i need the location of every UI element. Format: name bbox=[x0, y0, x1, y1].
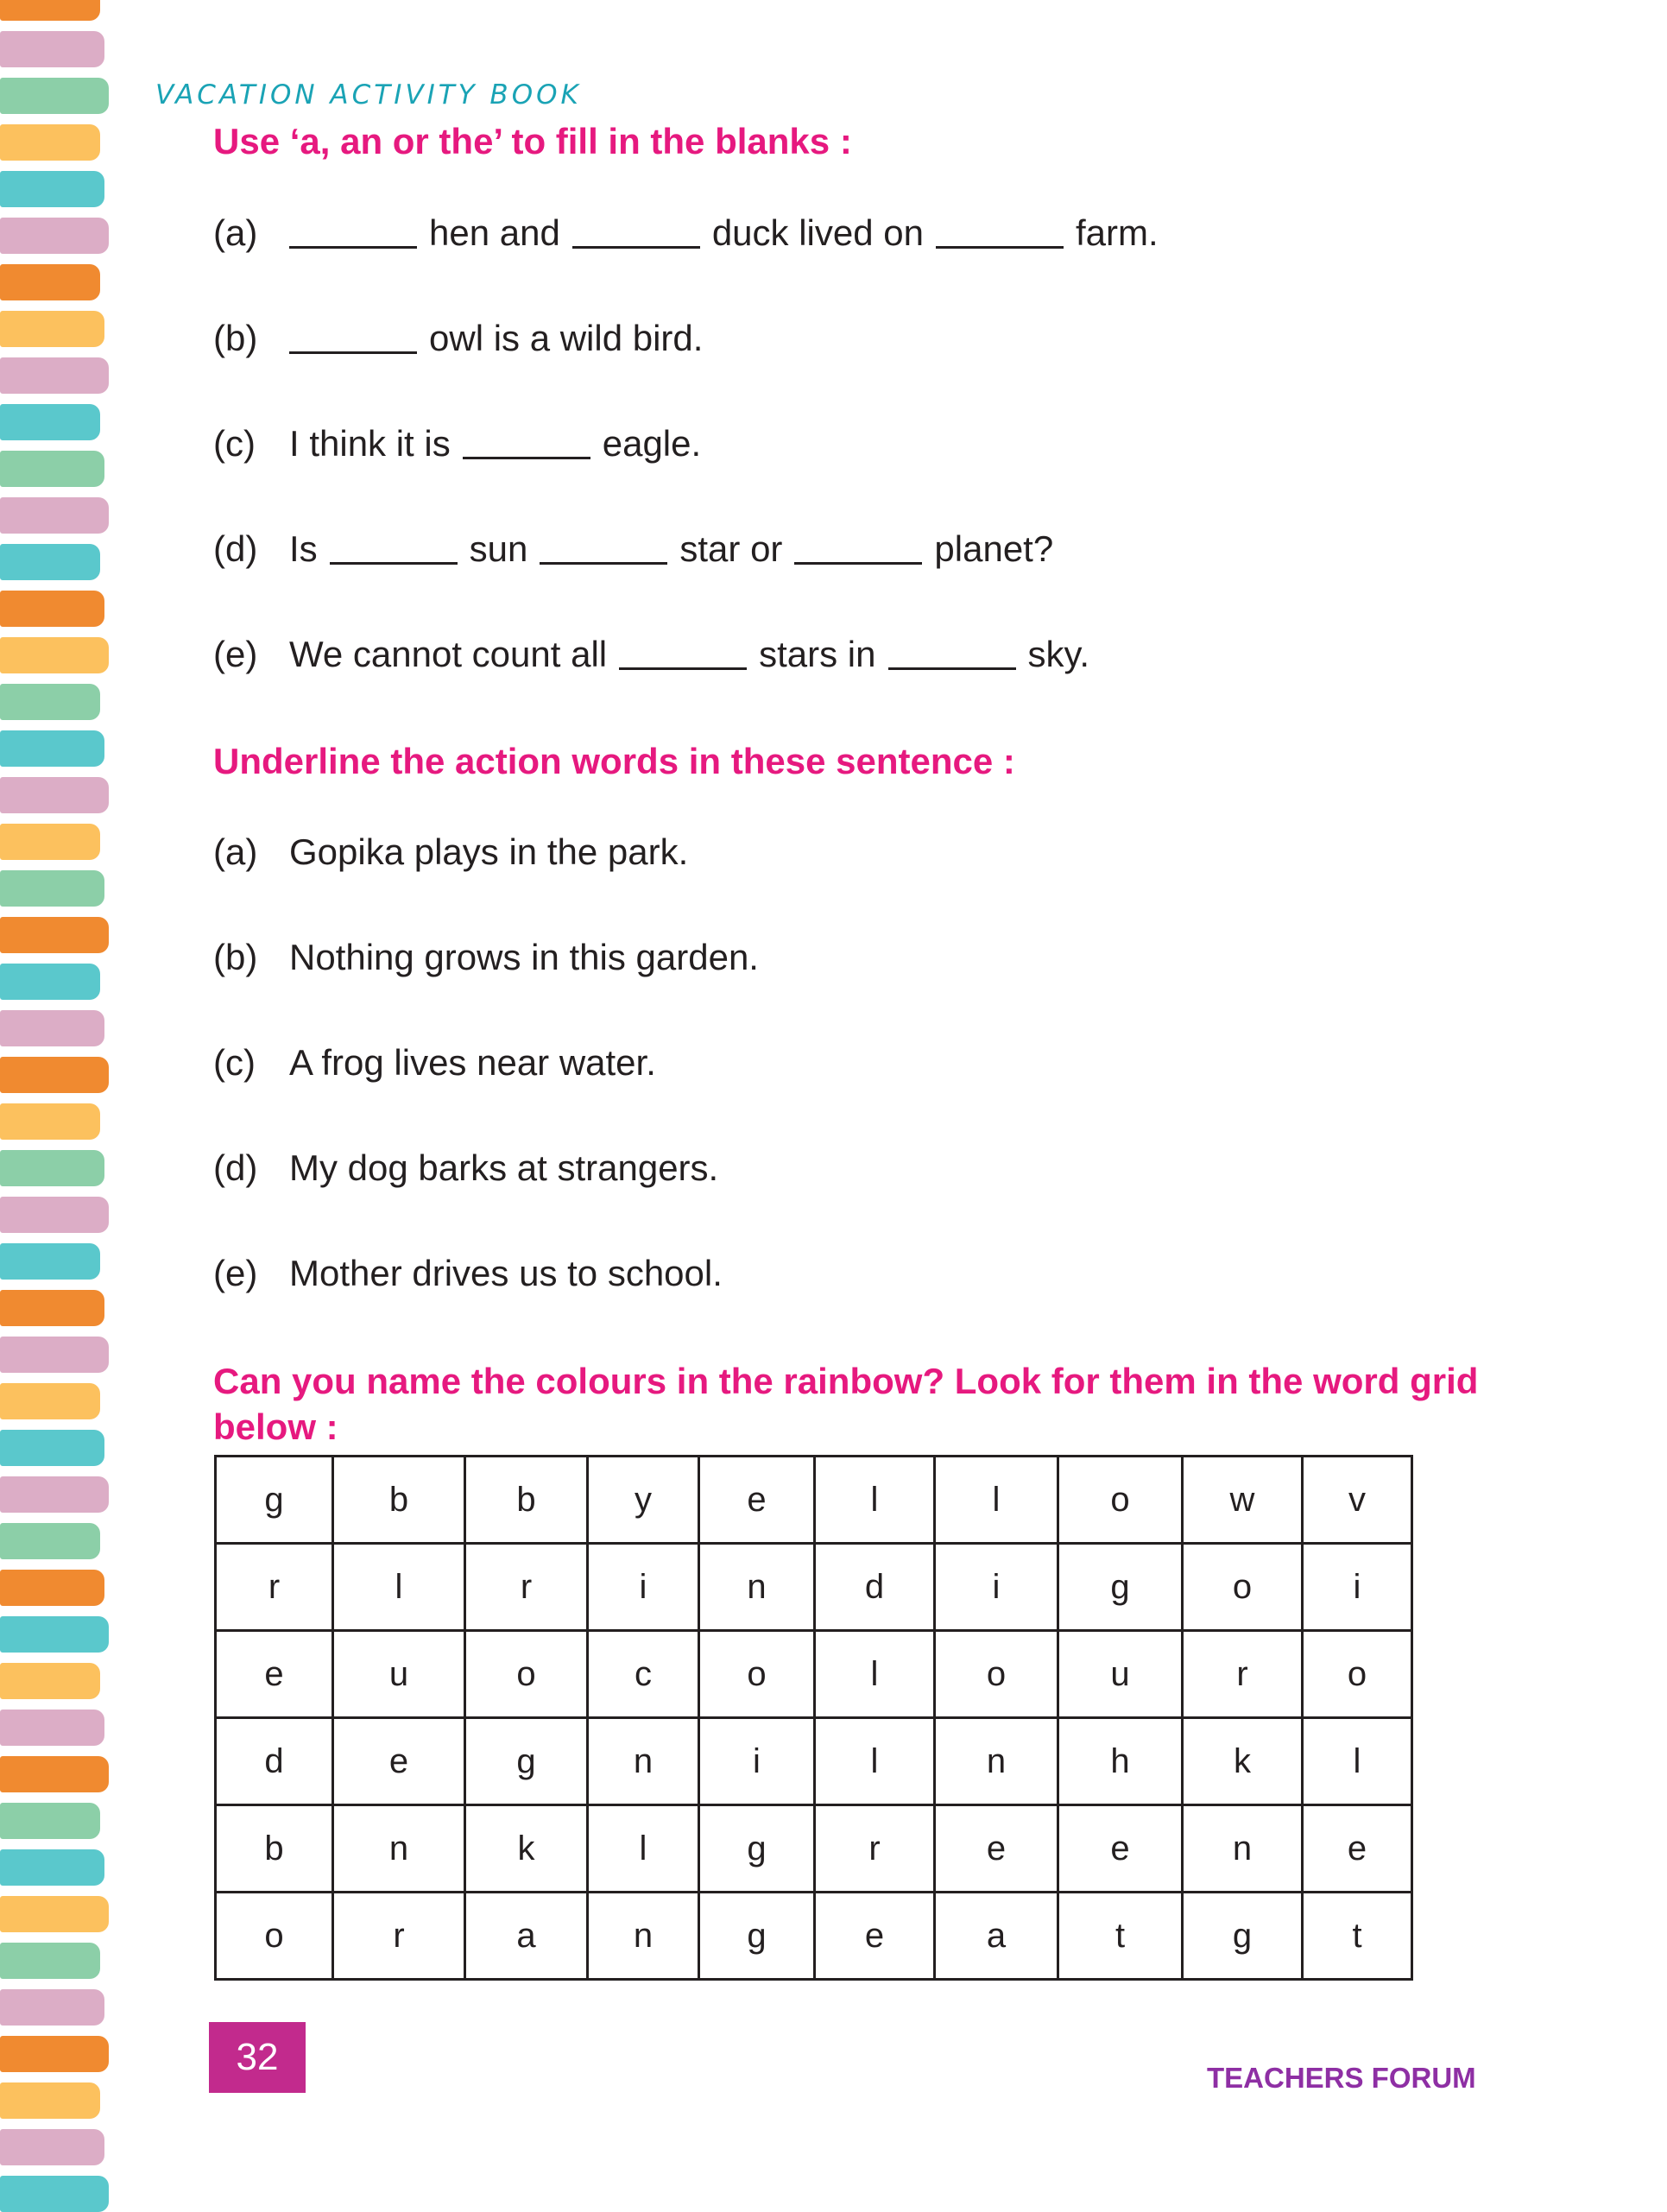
answer-blank[interactable] bbox=[540, 562, 667, 565]
question-label: (c) bbox=[213, 423, 256, 464]
question-text: eagle. bbox=[602, 423, 702, 464]
grid-row bbox=[216, 1718, 1412, 1805]
grid-letter[interactable]: k bbox=[1183, 1718, 1303, 1805]
grid-row bbox=[216, 1805, 1412, 1893]
grid-letter[interactable]: e bbox=[815, 1893, 935, 1980]
decorative-stripe bbox=[0, 1756, 109, 1792]
decorative-stripe bbox=[0, 78, 109, 114]
decorative-stripes bbox=[0, 0, 112, 2210]
sentence-label: (a) bbox=[213, 831, 258, 872]
answer-blank[interactable] bbox=[888, 667, 1016, 670]
grid-letter[interactable]: t bbox=[1058, 1893, 1183, 1980]
decorative-stripe bbox=[0, 31, 104, 67]
answer-blank[interactable] bbox=[936, 246, 1064, 249]
decorative-stripe bbox=[0, 1803, 100, 1839]
decorative-stripe bbox=[0, 1616, 109, 1653]
sentence-text[interactable]: Gopika plays in the park. bbox=[289, 831, 689, 872]
decorative-stripe bbox=[0, 1243, 100, 1280]
grid-letter[interactable]: r bbox=[1183, 1631, 1303, 1718]
grid-letter[interactable]: o bbox=[465, 1631, 588, 1718]
grid-letter[interactable]: u bbox=[333, 1631, 465, 1718]
grid-letter[interactable]: e bbox=[935, 1805, 1058, 1893]
decorative-stripe bbox=[0, 870, 104, 907]
rainbow-heading-line2: below : bbox=[213, 1406, 338, 1447]
decorative-stripe bbox=[0, 777, 109, 813]
decorative-stripe bbox=[0, 2176, 109, 2212]
grid-letter[interactable]: g bbox=[216, 1457, 333, 1544]
answer-blank[interactable] bbox=[463, 457, 590, 459]
sentence-label: (b) bbox=[213, 937, 258, 977]
question-text: I think it is bbox=[289, 423, 451, 464]
decorative-stripe bbox=[0, 1849, 104, 1886]
answer-blank[interactable] bbox=[289, 246, 417, 249]
question-text: sun bbox=[469, 528, 528, 569]
grid-row bbox=[216, 1457, 1412, 1544]
answer-blank[interactable] bbox=[330, 562, 458, 565]
question-text: Is bbox=[289, 528, 318, 569]
grid-letter[interactable]: l bbox=[815, 1631, 935, 1718]
question-text: star or bbox=[679, 528, 783, 569]
decorative-stripe bbox=[0, 451, 104, 487]
question-text: sky. bbox=[1027, 634, 1090, 674]
decorative-stripe bbox=[0, 1430, 104, 1466]
grid-letter[interactable]: l bbox=[815, 1457, 935, 1544]
sentence-text[interactable]: Mother drives us to school. bbox=[289, 1253, 723, 1293]
grid-letter[interactable]: v bbox=[1303, 1457, 1412, 1544]
grid-letter[interactable]: c bbox=[588, 1631, 699, 1718]
grid-letter[interactable]: e bbox=[1058, 1805, 1183, 1893]
decorative-stripe bbox=[0, 824, 100, 860]
question-label: (b) bbox=[213, 318, 258, 358]
action-sentence bbox=[213, 1147, 718, 1190]
grid-letter[interactable]: r bbox=[216, 1544, 333, 1631]
grid-letter[interactable]: o bbox=[1058, 1457, 1183, 1544]
articles-question bbox=[213, 422, 701, 465]
decorative-stripe bbox=[0, 2036, 109, 2072]
sentence-text[interactable]: A frog lives near water. bbox=[289, 1042, 656, 1083]
decorative-stripe bbox=[0, 1663, 100, 1699]
grid-letter[interactable]: r bbox=[815, 1805, 935, 1893]
question-text: hen and bbox=[429, 212, 560, 253]
grid-letter[interactable]: o bbox=[1303, 1631, 1412, 1718]
grid-letter[interactable]: k bbox=[465, 1805, 588, 1893]
grid-letter[interactable]: e bbox=[1303, 1805, 1412, 1893]
grid-letter[interactable]: o bbox=[699, 1631, 815, 1718]
question-label: (d) bbox=[213, 528, 258, 569]
decorative-stripe bbox=[0, 637, 109, 673]
question-label: (e) bbox=[213, 634, 258, 674]
decorative-stripe bbox=[0, 357, 109, 394]
decorative-stripe bbox=[0, 404, 100, 440]
grid-letter[interactable]: g bbox=[699, 1893, 815, 1980]
grid-letter[interactable]: l bbox=[815, 1718, 935, 1805]
page-number: 32 bbox=[209, 2022, 306, 2093]
grid-letter[interactable]: l bbox=[588, 1805, 699, 1893]
question-text: owl is a wild bird. bbox=[429, 318, 704, 358]
grid-letter[interactable]: n bbox=[699, 1544, 815, 1631]
grid-letter[interactable]: g bbox=[699, 1805, 815, 1893]
sentence-label: (d) bbox=[213, 1147, 258, 1188]
grid-row bbox=[216, 1631, 1412, 1718]
question-text: duck lived on bbox=[711, 212, 924, 253]
grid-letter[interactable]: u bbox=[1058, 1631, 1183, 1718]
decorative-stripe bbox=[0, 2129, 104, 2165]
decorative-stripe bbox=[0, 1570, 104, 1606]
decorative-stripe bbox=[0, 0, 100, 21]
decorative-stripe bbox=[0, 1943, 100, 1979]
action-sentence bbox=[213, 1252, 723, 1295]
question-label: (a) bbox=[213, 212, 258, 253]
decorative-stripe bbox=[0, 1010, 104, 1046]
grid-letter[interactable]: a bbox=[935, 1893, 1058, 1980]
grid-letter[interactable]: i bbox=[699, 1718, 815, 1805]
decorative-stripe bbox=[0, 311, 104, 347]
answer-blank[interactable] bbox=[572, 246, 700, 249]
grid-letter[interactable]: d bbox=[815, 1544, 935, 1631]
decorative-stripe bbox=[0, 218, 109, 254]
word-search-grid bbox=[214, 1455, 1413, 1981]
decorative-stripe bbox=[0, 591, 104, 627]
grid-letter[interactable]: i bbox=[1303, 1544, 1412, 1631]
action-sentence bbox=[213, 831, 688, 874]
question-text: planet? bbox=[934, 528, 1054, 569]
decorative-stripe bbox=[0, 1197, 109, 1233]
sentence-label: (e) bbox=[213, 1253, 258, 1293]
decorative-stripe bbox=[0, 1896, 109, 1932]
articles-question bbox=[213, 317, 703, 360]
answer-blank[interactable] bbox=[619, 667, 747, 670]
decorative-stripe bbox=[0, 1476, 109, 1513]
decorative-stripe bbox=[0, 917, 109, 953]
grid-letter[interactable]: a bbox=[465, 1893, 588, 1980]
grid-letter[interactable]: l bbox=[333, 1544, 465, 1631]
question-text: farm. bbox=[1075, 212, 1159, 253]
answer-blank[interactable] bbox=[794, 562, 922, 565]
sentence-text[interactable]: Nothing grows in this garden. bbox=[289, 937, 759, 977]
grid-letter[interactable]: g bbox=[1183, 1893, 1303, 1980]
question-text: stars in bbox=[759, 634, 876, 674]
grid-letter[interactable]: i bbox=[588, 1544, 699, 1631]
grid-letter[interactable]: l bbox=[1303, 1718, 1412, 1805]
decorative-stripe bbox=[0, 544, 100, 580]
grid-letter[interactable]: o bbox=[216, 1893, 333, 1980]
grid-letter[interactable]: y bbox=[588, 1457, 699, 1544]
grid-letter[interactable]: b bbox=[333, 1457, 465, 1544]
decorative-stripe bbox=[0, 1383, 100, 1419]
decorative-stripe bbox=[0, 1103, 100, 1140]
grid-letter[interactable]: h bbox=[1058, 1718, 1183, 1805]
footer-brand: TEACHERS FORUM bbox=[1207, 2062, 1476, 2094]
grid-letter[interactable]: n bbox=[1183, 1805, 1303, 1893]
decorative-stripe bbox=[0, 730, 104, 767]
decorative-stripe bbox=[0, 171, 104, 207]
decorative-stripe bbox=[0, 1057, 109, 1093]
decorative-stripe bbox=[0, 964, 100, 1000]
grid-letter[interactable]: t bbox=[1303, 1893, 1412, 1980]
sentence-label: (c) bbox=[213, 1042, 256, 1083]
grid-letter[interactable]: l bbox=[935, 1457, 1058, 1544]
grid-letter[interactable]: g bbox=[1058, 1544, 1183, 1631]
decorative-stripe bbox=[0, 2082, 100, 2119]
grid-letter[interactable]: d bbox=[216, 1718, 333, 1805]
grid-letter[interactable]: i bbox=[935, 1544, 1058, 1631]
action-sentence bbox=[213, 936, 759, 979]
grid-letter[interactable]: o bbox=[935, 1631, 1058, 1718]
articles-question bbox=[213, 212, 1159, 255]
action-words-heading: Underline the action words in these sentence : bbox=[213, 741, 1015, 781]
grid-letter[interactable]: g bbox=[465, 1718, 588, 1805]
grid-letter[interactable]: r bbox=[333, 1893, 465, 1980]
decorative-stripe bbox=[0, 1710, 104, 1746]
grid-letter[interactable]: b bbox=[216, 1805, 333, 1893]
decorative-stripe bbox=[0, 497, 109, 534]
decorative-stripe bbox=[0, 1989, 104, 2026]
grid-letter[interactable]: e bbox=[216, 1631, 333, 1718]
answer-blank[interactable] bbox=[289, 351, 417, 354]
sentence-text[interactable]: My dog barks at strangers. bbox=[289, 1147, 719, 1188]
articles-heading: Use ‘a, an or the’ to fill in the blanks : bbox=[213, 121, 852, 161]
articles-question bbox=[213, 633, 1089, 676]
decorative-stripe bbox=[0, 684, 100, 720]
grid-letter[interactable]: n bbox=[333, 1805, 465, 1893]
decorative-stripe bbox=[0, 1290, 104, 1326]
grid-letter[interactable]: b bbox=[465, 1457, 588, 1544]
question-text: We cannot count all bbox=[289, 634, 608, 674]
grid-letter[interactable]: o bbox=[1183, 1544, 1303, 1631]
action-sentence bbox=[213, 1041, 656, 1084]
grid-letter[interactable]: e bbox=[333, 1718, 465, 1805]
decorative-stripe bbox=[0, 1150, 104, 1186]
grid-letter[interactable]: n bbox=[588, 1893, 699, 1980]
decorative-stripe bbox=[0, 124, 100, 161]
grid-letter[interactable]: r bbox=[465, 1544, 588, 1631]
grid-row bbox=[216, 1544, 1412, 1631]
rainbow-heading-line1: Can you name the colours in the rainbow? Look for them in the word grid bbox=[213, 1361, 1479, 1401]
decorative-stripe bbox=[0, 1523, 100, 1559]
grid-row bbox=[216, 1893, 1412, 1980]
grid-letter[interactable]: w bbox=[1183, 1457, 1303, 1544]
grid-letter[interactable]: n bbox=[935, 1718, 1058, 1805]
articles-question bbox=[213, 528, 1053, 571]
decorative-stripe bbox=[0, 264, 100, 300]
book-title: VACATION ACTIVITY BOOK bbox=[155, 79, 582, 111]
decorative-stripe bbox=[0, 1337, 109, 1373]
grid-letter[interactable]: n bbox=[588, 1718, 699, 1805]
grid-letter[interactable]: e bbox=[699, 1457, 815, 1544]
